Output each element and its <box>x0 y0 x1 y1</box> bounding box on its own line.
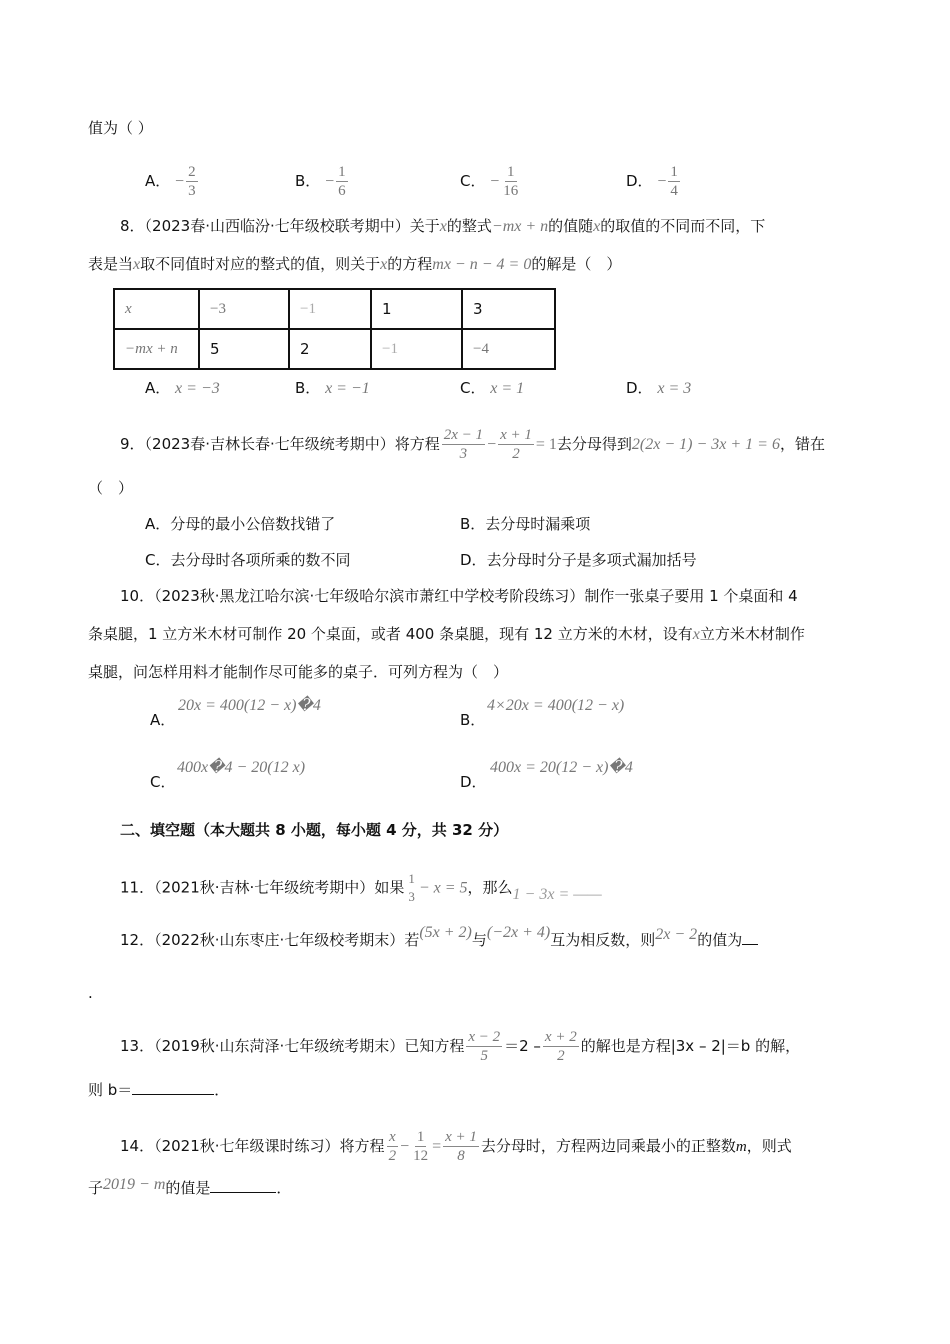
table-row <box>114 329 555 369</box>
fraction <box>498 426 534 463</box>
text: ，则式 <box>746 1137 792 1155</box>
math: x <box>380 256 388 273</box>
numerator: 1 <box>507 164 515 180</box>
question-number: 8． <box>120 217 145 235</box>
math: x <box>133 256 141 273</box>
q9-option-c[interactable] <box>145 550 351 570</box>
denominator: 3 <box>188 183 196 199</box>
q10-option-d[interactable]: 400x = 20(12 − x)�4 <box>490 759 633 776</box>
denominator: 3 <box>408 889 415 904</box>
text: 表是当 <box>88 255 134 273</box>
question-source: （2019秋·山东菏泽·七年级统考期末） <box>154 1037 405 1055</box>
q10-line-1 <box>120 586 798 606</box>
numerator: 1 <box>338 164 346 180</box>
option-letter: C． <box>145 551 171 569</box>
q7-option-d[interactable] <box>626 163 682 200</box>
math: x <box>692 626 700 643</box>
option-letter: A． <box>145 379 171 397</box>
text: 与 <box>471 931 487 949</box>
math: −mx + n <box>491 218 549 235</box>
option-letter: D． <box>460 551 487 569</box>
numerator: 1 <box>670 164 678 180</box>
numerator: x + 1 <box>445 1129 477 1145</box>
text: 制作一张桌子要用 1 个桌面和 4 <box>584 587 798 605</box>
option-letter: A． <box>145 515 171 533</box>
answer-blank[interactable] <box>132 1080 214 1095</box>
option-text: 去分母时分子是多项式漏加括号 <box>486 551 697 569</box>
math: x <box>593 218 601 235</box>
table-cell: −1 <box>289 289 371 329</box>
q9-option-a[interactable] <box>145 514 335 534</box>
math: 2019 − m <box>103 1176 166 1193</box>
question-number: 12． <box>120 931 155 949</box>
option-letter: C． <box>460 172 486 190</box>
text: 立方米木材制作 <box>699 625 805 643</box>
question-number: 13． <box>120 1037 155 1055</box>
text: 若 <box>404 931 420 949</box>
text: 的整式 <box>446 217 492 235</box>
numerator: x + 1 <box>500 427 532 443</box>
denominator: 5 <box>480 1048 488 1064</box>
question-number: 10． <box>120 587 155 605</box>
q10-option-b[interactable]: 4×20x = 400(12 − x) <box>487 697 625 714</box>
minus-sign: − <box>325 173 335 190</box>
q10-line-2 <box>88 624 805 645</box>
text: 将方程 <box>339 1137 385 1155</box>
q10-option-a[interactable]: 20x = 400(12 − x)�4 <box>178 697 321 714</box>
denominator: 12 <box>413 1148 429 1164</box>
text: ． <box>276 1179 292 1197</box>
math: x = 3 <box>657 380 692 397</box>
q10-option-c[interactable]: 400x�4 − 20(12 x) <box>177 759 306 776</box>
math: x = 1 <box>490 380 525 397</box>
q9-option-b[interactable] <box>460 514 590 534</box>
table-cell: 5 <box>199 329 289 369</box>
math: (−2x + 4) <box>486 924 551 941</box>
text: 互为相反数，则 <box>550 931 656 949</box>
numerator: 1 <box>416 1129 425 1145</box>
text: 的值随 <box>548 217 594 235</box>
fraction <box>543 1028 579 1065</box>
math: mx − n − 4 = 0 <box>432 256 532 273</box>
option-letter: A． <box>145 172 171 190</box>
numerator: 2 <box>188 164 196 180</box>
denominator: 8 <box>457 1148 465 1164</box>
text: 子 <box>88 1179 104 1197</box>
table-cell: −1 <box>371 329 462 369</box>
question-source: （2022秋·山东枣庄·七年级校考期末） <box>154 931 405 949</box>
math: − <box>487 436 497 453</box>
math: − <box>400 1138 410 1155</box>
text: 的取值的不同而不同，下 <box>600 217 766 235</box>
math: x <box>439 218 447 235</box>
q10-line-3: 桌腿，问怎样用料才能制作尽可能多的桌子．可列方程为（ ） <box>88 663 509 681</box>
denominator: 6 <box>338 183 346 199</box>
fraction <box>411 1128 430 1165</box>
fraction <box>186 163 198 200</box>
denominator: 2 <box>388 1148 397 1164</box>
math: x = −3 <box>175 380 220 397</box>
table-cell: −3 <box>199 289 289 329</box>
math: m <box>735 1139 747 1155</box>
denominator: 2 <box>512 446 520 462</box>
option-letter[interactable]: B． <box>460 711 486 729</box>
numerator: 2x − 1 <box>443 427 484 443</box>
question-number: 9． <box>120 435 145 453</box>
text: ＝2 – <box>504 1037 541 1055</box>
q7-stem-tail: 值为（ ） <box>88 119 153 137</box>
answer-blank[interactable] <box>742 930 758 945</box>
math: x = −1 <box>325 380 370 397</box>
denominator: 2 <box>557 1048 565 1064</box>
option-letter: B． <box>295 172 321 190</box>
fraction <box>336 163 348 200</box>
q8-line-1 <box>120 216 765 237</box>
q8-option-d[interactable] <box>626 378 691 399</box>
table-cell: −mx + n <box>114 329 199 369</box>
text: 的值是 <box>165 1179 211 1197</box>
option-text: 去分母时各项所乘的数不同 <box>170 551 351 569</box>
q8-option-a[interactable] <box>145 378 220 399</box>
q12-line <box>120 924 758 951</box>
q13-line-1 <box>120 1028 800 1065</box>
option-text: 分母的最小公倍数找错了 <box>170 515 336 533</box>
q8-option-b[interactable] <box>295 378 370 399</box>
table-cell: −4 <box>462 329 555 369</box>
math: 1 − 3x = —— <box>512 885 602 903</box>
q8-option-c[interactable] <box>460 378 524 399</box>
text: 将方程 <box>394 435 440 453</box>
answer-paren: （ ） <box>88 479 134 497</box>
denominator: 16 <box>503 183 519 199</box>
minus-sign: − <box>175 173 185 190</box>
q7-option-a[interactable] <box>145 163 200 200</box>
text: 的解是（ ） <box>531 255 622 273</box>
option-letter: B． <box>295 379 321 397</box>
minus-sign: − <box>490 173 500 190</box>
numerator: x <box>388 1129 396 1145</box>
fraction <box>501 163 520 200</box>
q8-line-2 <box>88 254 621 275</box>
option-letter[interactable]: C． <box>150 773 176 791</box>
denominator: 3 <box>459 446 468 462</box>
table-cell: 3 <box>462 289 555 329</box>
text: 去分母得到 <box>556 435 632 453</box>
table-cell: 1 <box>371 289 462 329</box>
math: − x = 5 <box>418 879 468 897</box>
numerator: 1 <box>408 871 415 886</box>
question-source: （2021秋·吉林·七年级统考期中） <box>154 878 375 897</box>
text: 的值为 <box>697 931 743 949</box>
option-letter[interactable]: D． <box>460 773 487 791</box>
fraction <box>442 426 485 463</box>
math: = 1 <box>535 436 557 453</box>
math: = <box>432 1138 442 1155</box>
text: 则 b＝ <box>88 1081 133 1099</box>
question-number: 14． <box>120 1137 155 1155</box>
text: ，错在 <box>779 435 825 453</box>
q13-line-2 <box>88 1080 229 1100</box>
fraction <box>406 870 417 906</box>
denominator: 4 <box>670 183 678 199</box>
option-letter: C． <box>460 379 486 397</box>
numerator: x − 2 <box>468 1029 501 1045</box>
option-letter[interactable]: A． <box>150 711 176 729</box>
table-cell: x <box>114 289 199 329</box>
q7-option-b[interactable] <box>295 163 350 200</box>
fraction <box>668 163 680 200</box>
period: . <box>88 984 93 1002</box>
text: 条桌腿，1 立方米木材可制作 20 个桌面，或者 400 条桌腿，现有 12 立方米的木材，设有 <box>88 625 693 643</box>
text: 如果 <box>374 878 405 897</box>
text: ． <box>214 1081 230 1099</box>
question-source: （2021秋·七年级课时练习） <box>154 1137 340 1155</box>
text: ，那么 <box>467 878 513 897</box>
question-number: 11． <box>120 878 155 897</box>
math: 2(2x − 1) − 3x + 1 = 6 <box>631 436 780 453</box>
text: 的方程 <box>387 255 433 273</box>
question-source: （2023秋·黑龙江哈尔滨·七年级哈尔滨市萧红中学校考阶段练习） <box>154 587 585 605</box>
q14-line-2 <box>88 1178 291 1199</box>
math: 2x − 2 <box>655 926 698 943</box>
question-source: （2023春·山西临汾·七年级校联考期中） <box>144 217 410 235</box>
question-source: （2023春·吉林长春·七年级统考期中） <box>144 435 395 453</box>
q11-line <box>120 870 602 906</box>
table-cell: 2 <box>289 329 371 369</box>
text: 取不同值时对应的整式的值，则关于 <box>140 255 381 273</box>
text: 关于 <box>409 217 440 235</box>
text: 去分母时，方程两边同乘最小的正整数 <box>480 1137 736 1155</box>
math: (5x + 2) <box>419 924 472 941</box>
minus-sign: − <box>657 173 667 190</box>
value-table <box>113 288 556 370</box>
fraction <box>443 1128 479 1165</box>
section-heading: 二、填空题（本大题共 8 小题，每小题 4 分，共 32 分） <box>120 821 509 839</box>
q7-option-c[interactable] <box>460 163 522 200</box>
table-row <box>114 289 555 329</box>
numerator: x + 2 <box>544 1029 577 1045</box>
option-letter: D． <box>626 379 653 397</box>
text: 已知方程 <box>404 1037 465 1055</box>
q9-option-d[interactable] <box>460 550 697 570</box>
answer-blank[interactable] <box>210 1178 276 1193</box>
q9-line-1 <box>120 426 825 463</box>
fraction <box>466 1028 502 1065</box>
fraction <box>387 1128 399 1165</box>
text: 的解也是方程|3x – 2|＝b 的解， <box>580 1037 801 1055</box>
option-text: 去分母时漏乘项 <box>485 515 591 533</box>
q14-line-1 <box>120 1128 792 1165</box>
option-letter: B． <box>460 515 486 533</box>
option-letter: D． <box>626 172 653 190</box>
